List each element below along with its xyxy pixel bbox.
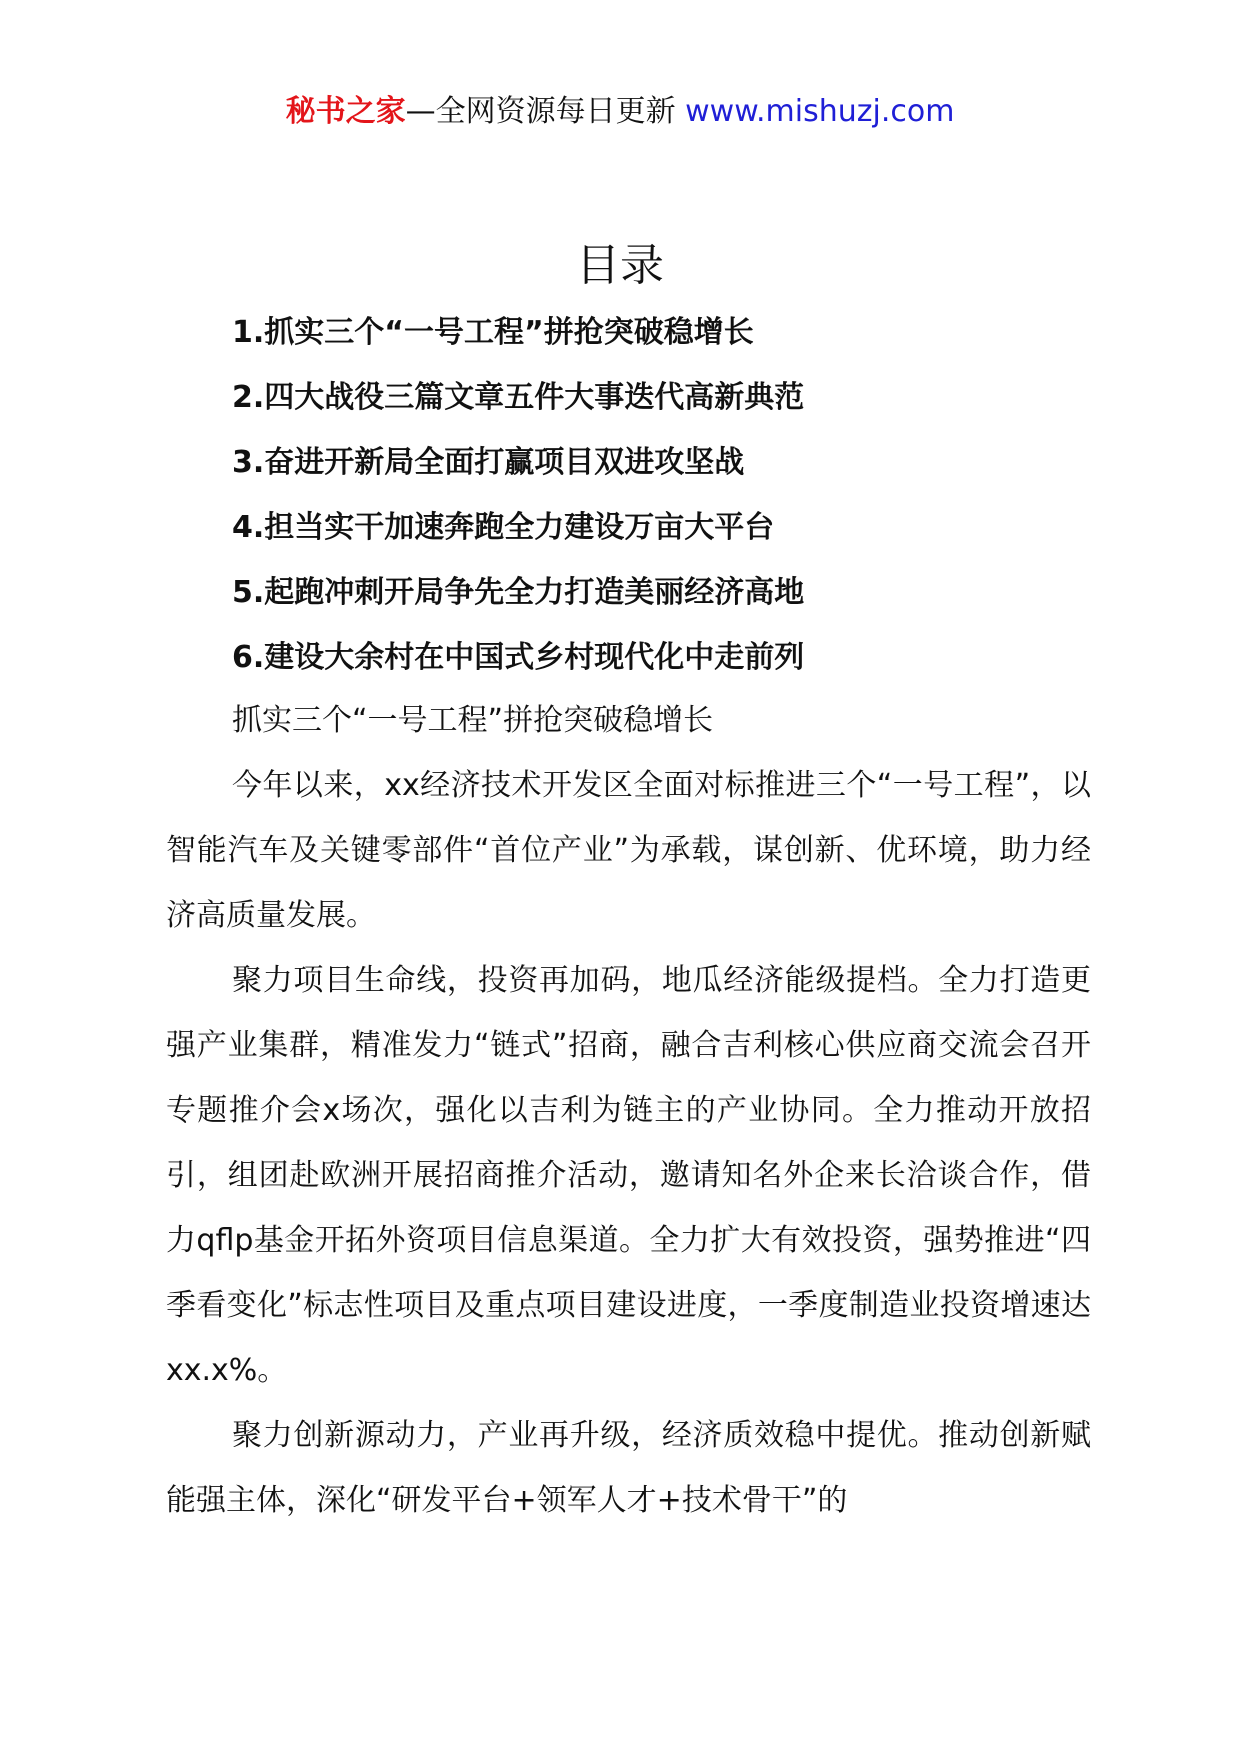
article-paragraph: 聚力项目生命线，投资再加码，地瓜经济能级提档。全力打造更强产业集群，精准发力“链式”招商，融合吉利核心供应商交流会召开专题推介会x场次，强化以吉利为链主的产业协同。全力推动开放招引，组团赴欧洲开展招商推介活动，邀请知名外企来长洽谈合作，借力qflp基金开拓外资项目信息渠道。全力扩大有效投资，强势推进“四季看变化”标志性项目及重点项目建设进度，一季度制造业投资增速达xx.x%。 [166,963,1091,1388]
article-paragraph: 聚力创新源动力，产业再升级，经济质效稳中提优。推动创新赋能强主体，深化“研发平台+领军人才+技术骨干”的 [166,1418,1091,1518]
toc-item-1[interactable]: 1.抓实三个“一号工程”拼抢突破稳增长 [232,315,754,350]
site-brand: 秘书之家 [285,94,406,129]
toc-item-5[interactable]: 5.起跑冲刺开局争先全力打造美丽经济高地 [232,575,805,610]
table-of-contents [232,300,804,690]
toc-title: 目录 [576,240,664,291]
site-header [0,92,1240,132]
site-url-link[interactable]: www.mishuzj.com [685,94,955,129]
toc-item-4[interactable]: 4.担当实干加速奔跑全力建设万亩大平台 [232,510,775,545]
toc-item-3[interactable]: 3.奋进开新局全面打赢项目双进攻坚战 [232,445,745,480]
toc-item-6[interactable]: 6.建设大余村在中国式乡村现代化中走前列 [232,640,805,675]
article-subtitle: 抓实三个“一号工程”拼抢突破稳增长 [232,703,714,738]
article-body [166,688,1091,1533]
toc-item-2[interactable]: 2.四大战役三篇文章五件大事迭代高新典范 [232,380,805,415]
site-tagline: —全网资源每日更新 [405,94,676,129]
article-paragraph: 今年以来，xx经济技术开发区全面对标推进三个“一号工程”，以智能汽车及关键零部件“首位产业”为承载，谋创新、优环境，助力经济高质量发展。 [166,768,1091,933]
